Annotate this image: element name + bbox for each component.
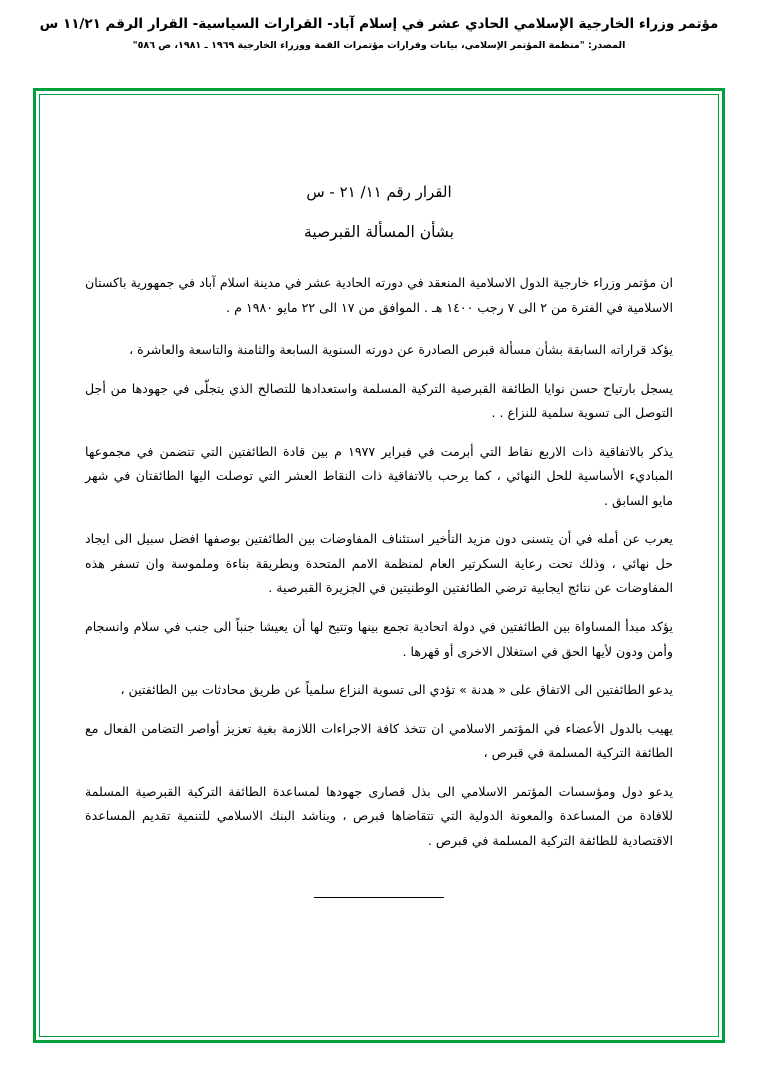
paragraph: ان مؤتمر وزراء خارجية الدول الاسلامية المنعقد في دورته الحادية عشر في مدينة اسلام آباد في جمهورية باكستان الاسلامية في الفترة من ٢ الى ٧ رجب ١٤٠٠ هـ . الموافق من ١٧ الى ٢٢ مايو ١٩٨٠ م . (85, 275, 673, 315)
document-body (33, 88, 725, 1043)
paragraph: يهيب بالدول الأعضاء في المؤتمر الاسلامي ان تتخذ كافة الاجراءات اللازمة بغية تعزيز أواصر التضامن الفعال مع الطائفة التركية المسلمة في قبرص ، (85, 720, 673, 761)
paragraph: يدعو الطائفتين الى الاتفاق على « هدنة » تؤدي الى تسوية النزاع سلمياً عن طريق محادثات بين الطائفتين ، (120, 682, 673, 698)
footer-divider-wrap (85, 883, 673, 902)
resolution-number: القرار رقم ١١/ ٢١ - س (306, 183, 452, 201)
paragraph: يذكر بالاتفاقية ذات الاربع نقاط التي أبرمت في فبراير ١٩٧٧ م بين قادة الطائفتين التي تتضمن في مجموعها المباديء الأساسية للحل النهائي ، كما يرحب بالاتفاقية ذات النقاط العشر التي توصلت اليها الطائفتان في شهر مايو السابق . (85, 443, 673, 508)
paragraph: يعرب عن أمله في أن يتسنى دون مزيد التأخير استئناف المفاوضات بين الطائفتين بوصفها افضل سبيل الى ايجاد حل نهائي ، وذلك تحت رعاية السكرتير العام لمنظمة الامم المتحدة وبطريقة بناءة وملموسة وان تسفر هذه المفاوضات عن نتائج ايجابية ترضي الطائفتين الوطنيتين في الجزيرة القبرصية . (85, 531, 673, 596)
resolution-subject: بشأن المسألة القبرصية (304, 223, 454, 241)
paragraph: يسجل بارتياح حسن نوايا الطائفة القبرصية التركية المسلمة واستعدادها للتصالح الذي يتجلّى في جهودها من أجل التوصل الى تسوية سلمية للنزاع . . (85, 380, 673, 421)
paragraph: يؤكد قراراته السابقة بشأن مسألة قبرص الصادرة عن دورته السنوية السابعة والثامنة والتاسعة والعاشرة ، (129, 342, 673, 358)
header-title: مؤتمر وزراء الخارجية الإسلامي الحادي عشر في إسلام آباد- القرارات السياسية- القرار الرقم ١١/٢١ س (39, 16, 719, 32)
header-source: المصدر: "منظمة المؤتمر الإسلامي، بيانات وقرارات مؤتمرات القمة ووزراء الخارجية ١٩٦٩ ـ ١٩٨١، ص ٥٨٦" (132, 40, 626, 52)
paragraph: يؤكد مبدأ المساواة بين الطائفتين في دولة اتحادية تجمع بينها وتتيح لها أن يعيشا جنباً الى جنب في سلام وانسجام وأمن ودون لأيها الحق في استغلال الاخرى أو قهرها . (85, 619, 673, 659)
paragraph: يدعو دول ومؤسسات المؤتمر الاسلامي الى بذل قصارى جهودها لمساعدة الطائفة التركية القبرصية المسلمة للافادة من المساعدة والمعونة الدولية التي تتقاضاها قبرص ، ويناشد البنك الاسلامي للتنمية تقديم المساعدة الاقتصادية للطائفة التركية المسلمة في قبرص . (85, 783, 673, 848)
page-header (0, 0, 758, 51)
footer-divider (314, 897, 444, 898)
